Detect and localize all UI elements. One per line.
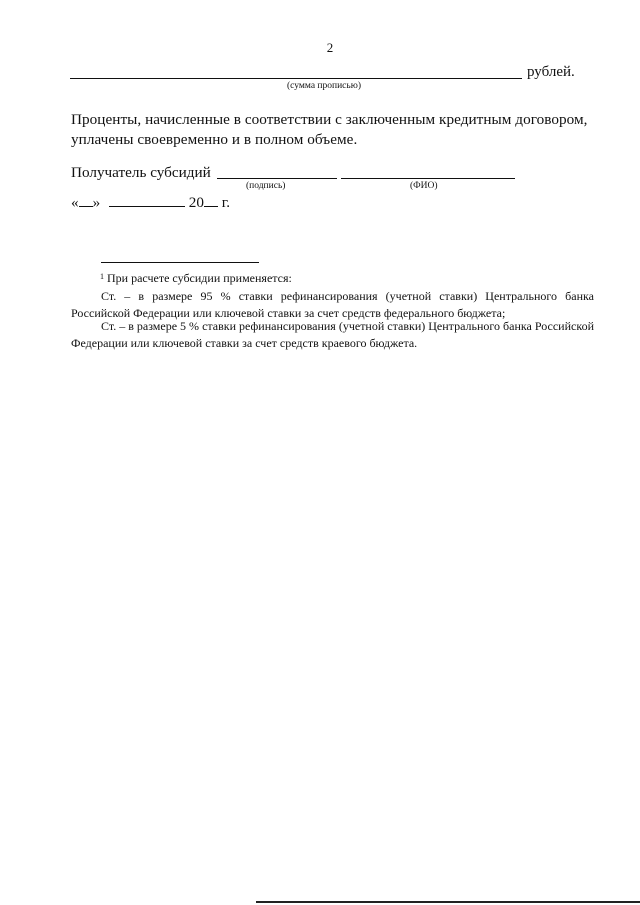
year-suffix: г. — [221, 194, 231, 211]
interest-paid-statement: Проценты, начисленные в соответствии с заключенным кредитным договором, уплачены своевременно и в полном объеме. — [71, 111, 588, 148]
month-blank — [109, 194, 185, 207]
scan-edge-line — [256, 901, 640, 903]
recipient-label: Получатель субсидий — [71, 164, 211, 181]
date-close-quote: » — [92, 194, 101, 211]
footnote-item-federal: Ст. – в размере 95 % ставки рефинансирования (учетной ставки) Центрального банка Российской Федерации или ключевой ставки за счет средств федерального бюджета; — [71, 289, 594, 320]
sum-in-words-caption: (сумма прописью) — [287, 81, 361, 91]
year-prefix: 20 — [188, 194, 204, 211]
date-line — [71, 194, 230, 212]
full-name-line — [341, 178, 515, 179]
signature-caption: (подпись) — [246, 181, 286, 191]
page-number: 2 — [326, 40, 334, 55]
footnote-separator — [101, 262, 259, 263]
footnote-title — [100, 270, 292, 287]
currency-unit: рублей. — [527, 64, 575, 80]
day-blank — [79, 194, 93, 207]
footnote-title-text: При расчете субсидии применяется: — [107, 271, 292, 285]
year-blank — [204, 194, 218, 207]
footnote-marker: 1 — [100, 272, 104, 281]
signature-line — [217, 178, 337, 179]
sum-in-words-line — [70, 78, 522, 79]
date-open-quote: « — [71, 194, 79, 211]
full-name-caption: (ФИО) — [410, 181, 438, 191]
footnote-item-regional: Ст. – в размере 5 % ставки рефинансирования (учетной ставки) Центрального банка Российской Федерации или ключевой ставки за счет средств краевого бюджета. — [71, 319, 594, 350]
